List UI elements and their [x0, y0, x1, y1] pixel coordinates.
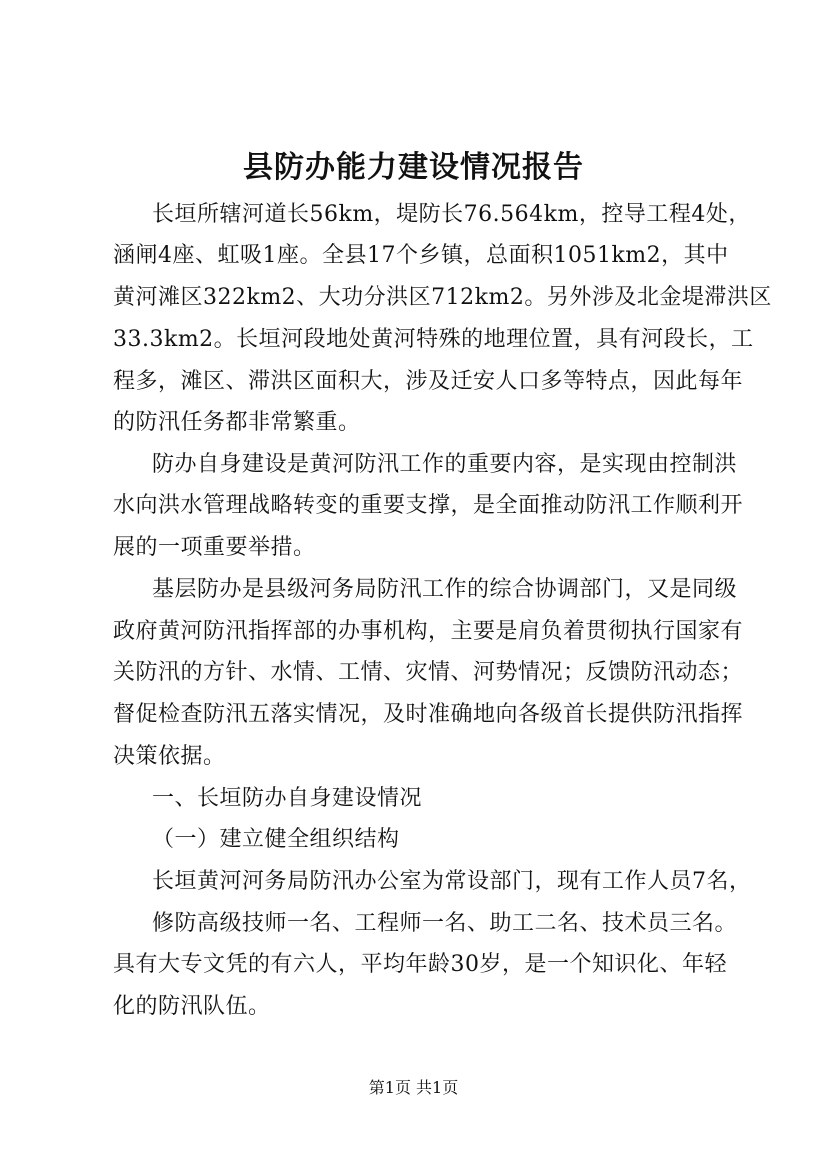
paragraph-line: 展的一项重要举措。 [113, 535, 316, 560]
paragraph-line: 修防高级技师一名、工程师一名、助工二名、技术员三名。 [152, 911, 738, 936]
subsection-heading: （一）建立健全组织结构 [152, 827, 400, 852]
paragraph-line: 关防汛的方针、水情、工情、灾情、河势情况；反馈防汛动态； [113, 660, 744, 685]
paragraph-line: 水向洪水管理战略转变的重要支撑，是全面推动防汛工作顺利开 [113, 493, 744, 518]
paragraph-line: 防办自身建设是黄河防汛工作的重要内容，是实现由控制洪 [152, 452, 738, 477]
paragraph-line: 的防汛任务都非常繁重。 [113, 410, 361, 435]
paragraph-line: 程多，滩区、滞洪区面积大，涉及迁安人口多等特点，因此每年 [113, 369, 744, 394]
paragraph-line: 化的防汛队伍。 [113, 994, 271, 1019]
section-heading: 一、长垣防办自身建设情况 [152, 786, 423, 811]
paragraph-line: 具有大专文凭的有六人，平均年龄30岁，是一个知识化、年轻 [113, 952, 727, 977]
paragraph-line: 决策依据。 [113, 744, 226, 769]
page-number-footer: 第1页 共1页 [368, 1078, 459, 1097]
paragraph-line: 基层防办是县级河务局防汛工作的综合协调部门，又是同级 [152, 577, 738, 602]
paragraph-line: 黄河滩区322km2、大功分洪区712km2。另外涉及北金堤滞洪区 [113, 285, 772, 310]
paragraph-line: 长垣所辖河道长56km，堤防长76.564km，控导工程4处， [152, 202, 751, 227]
paragraph-line: 督促检查防汛五落实情况，及时准确地向各级首长提供防汛指挥 [113, 702, 744, 727]
paragraph-line: 涵闸4座、虹吸1座。全县17个乡镇，总面积1051km2，其中 [113, 243, 729, 268]
paragraph-line: 长垣黄河河务局防汛办公室为常设部门，现有工作人员7名， [152, 869, 752, 894]
document-title: 县防办能力建设情况报告 [243, 150, 584, 185]
paragraph-line: 33.3km2。长垣河段地处黄河特殊的地理位置，具有河段长，工 [113, 327, 754, 352]
paragraph-line: 政府黄河防汛指挥部的办事机构，主要是肩负着贯彻执行国家有 [113, 619, 744, 644]
